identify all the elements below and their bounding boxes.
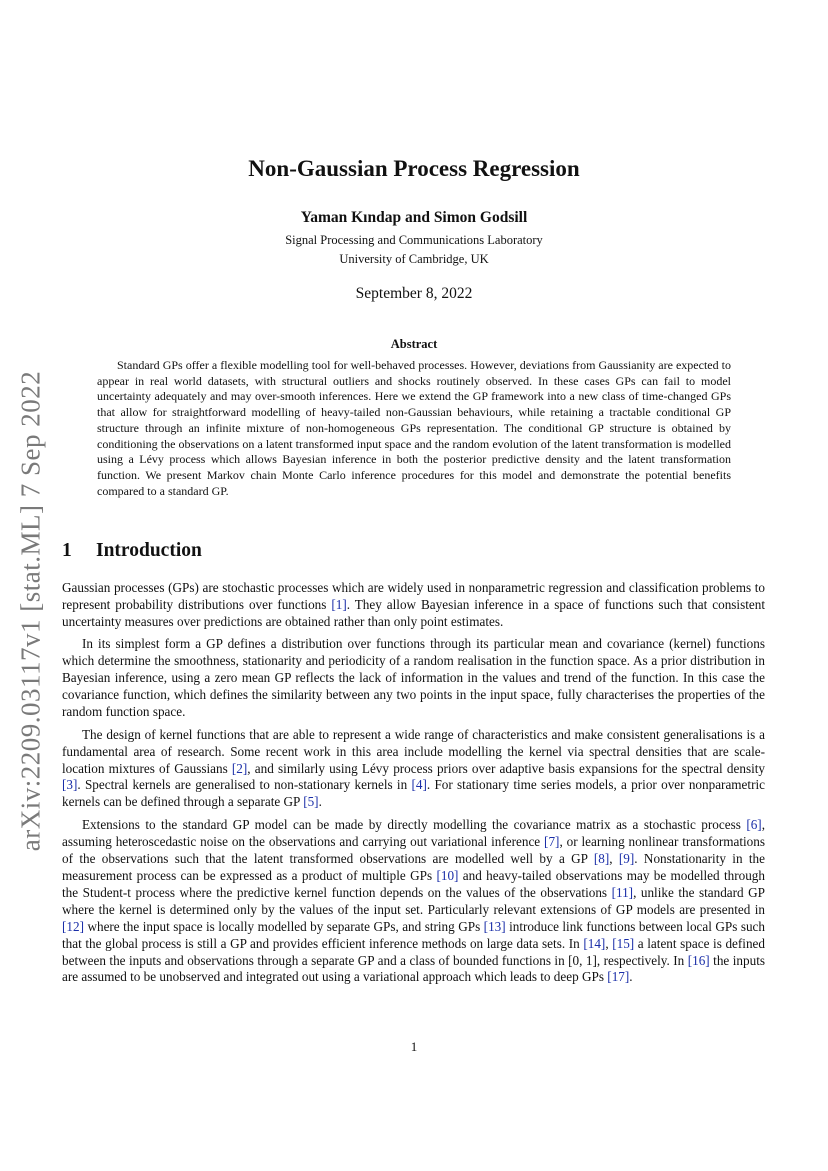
body-paragraph [62,580,765,631]
paragraph-text: . For stationary time series models, a prior over nonparametric kernels can be defined through a separate GP [62,777,765,810]
page-number: 1 [410,1039,418,1054]
paragraph-text: , [605,935,613,951]
citation-link[interactable]: [2] [231,760,248,776]
citation-link[interactable]: [11] [611,884,634,900]
citation-link[interactable]: [12] [62,918,84,934]
body-paragraph [62,727,765,812]
paragraph-text: where the input space is locally modelled by separate GPs, and string GPs [83,918,484,934]
body-paragraph [62,817,765,987]
paragraph-text: , and similarly using Lévy process priors over adaptive basis expansions for the spectral density [247,760,765,776]
paper-authors: Yaman Kındap and Simon Godsill [300,209,528,226]
paragraph-text: In its simplest form a GP defines a distribution over functions through its particular mean and covariance (kernel) functions which determine the smoothness, stationarity and periodicity of a random realisation in the function space. As a prior distribution in Bayesian inference, using a zero mean GP reflects the lack of information in the values and trend of the function. In this case the covariance function, which defines the similarity between any two points in the input space, fully characterises the properties of the random function space. [62,636,765,720]
paper-title: Non-Gaussian Process Regression [248,156,580,181]
paragraph-text: . Spectral kernels are generalised to non-stationary kernels in [77,777,412,793]
citation-link[interactable]: [5] [303,794,319,810]
paragraph-text: a latent space is defined between the inputs and observations through a separate GP and a class of bounded functions in [0, 1], respectively. In [62,935,766,968]
body-text [62,580,765,992]
paragraph-text: , unlike the standard GP where the kernel is determined only by the values of the input set. Particularly relevant extensions of GP models are presented in [62,884,766,917]
citation-link[interactable]: [14] [583,935,606,951]
paragraph-text: . They allow Bayesian inference in a space of functions such that consistent uncertainty measures over predictions are obtained rather than only point estimates. [62,596,765,629]
citation-link[interactable]: [3] [62,777,78,793]
citation-link[interactable]: [6] [746,816,762,832]
paragraph-text: , [609,850,619,866]
paragraph-text: , or learning nonlinear transformations of the observations such that the latent transformed observations are modelled well by a GP [62,833,765,866]
paragraph-text: the inputs are assumed to be unobserved and integrated out using a variational approach which leads to deep GPs [62,952,765,985]
paragraph-text: introduce link functions between local GPs such that the global process is still a GP and provides efficient inference methods on large data sets. In [62,918,766,951]
abstract-heading: Abstract [390,337,438,351]
paragraph-text: . [318,794,322,810]
citation-link[interactable]: [10] [436,867,459,883]
affiliation-university: University of Cambridge, UK [339,252,489,266]
abstract-text: Standard GPs offer a flexible modelling tool for well-behaved processes. However, deviations from Gaussianity are expected to appear in real world datasets, with structural outliers and shocks routinely observed. In these cases GPs can fail to model uncertainty adequately and may over-smooth inferences. Here we extend the GP framework into a new class of time-changed GPs that allow for straightforward modelling of heavy-tailed non-Gaussian behaviours, while retaining a tractable conditional GP structure through an infinite mixture of non-homogeneous GPs representation. The conditional GP structure is obtained by conditioning the observations on a latent transformed input space and the random evolution of the latent transformation is modelled using a Lévy process which allows Bayesian inference in both the posterior predictive density and the latent transformation function. We present Markov chain Monte Carlo inference procedures for this model and demonstrate the potential benefits compared to a standard GP. [97,358,731,498]
paragraph-text: . Nonstationarity in the measurement process can be expressed as a product of multiple GPs [62,850,766,883]
arxiv-identifier[interactable]: arXiv:2209.03117v1 [stat.ML] 7 Sep 2022 [15,370,46,852]
citation-link[interactable]: [9] [618,850,635,866]
citation-link[interactable]: [16] [687,952,710,968]
citation-link[interactable]: [15] [612,935,635,951]
paragraph-text: , assuming heteroscedastic noise on the observations and carrying out variational inference [62,816,765,849]
arxiv-sidebar [4,362,58,860]
paragraph-text: The design of kernel functions that are able to represent a wide range of characteristics and make consistent generalisations is a fundamental area of research. Some recent work in this area include modelling the kernel via spectral densities that are scale-location mixtures of Gaussians [62,726,765,776]
paper-date: September 8, 2022 [355,285,473,302]
section-number: 1 [62,540,72,561]
citation-link[interactable]: [17] [607,969,630,985]
body-paragraph [62,636,765,721]
paragraph-text: Extensions to the standard GP model can be made by directly modelling the covariance matrix as a stochastic process [82,816,747,832]
section-title: Introduction [96,540,202,561]
paragraph-text: Gaussian processes (GPs) are stochastic processes which are widely used in nonparametric regression and classification problems to represent probability distributions over functions [62,580,765,612]
citation-link[interactable]: [7] [544,833,560,849]
citation-link[interactable]: [1] [331,596,347,612]
citation-link[interactable]: [13] [483,918,506,934]
paragraph-text: . [629,969,633,985]
section-heading [62,540,202,562]
affiliation-lab: Signal Processing and Communications Laboratory [285,233,543,247]
citation-link[interactable]: [8] [593,850,610,866]
citation-link[interactable]: [4] [411,777,427,793]
paragraph-text: and heavy-tailed observations may be modelled through the Student-t process where the predictive kernel function depends on the values of the observations [62,867,765,900]
